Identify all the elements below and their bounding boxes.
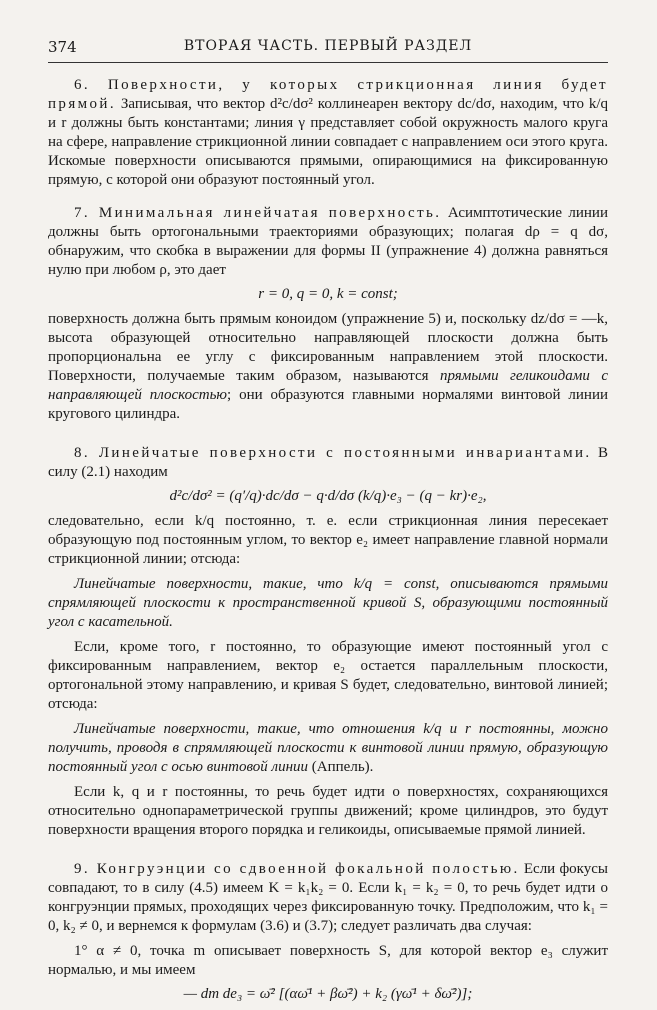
section-6-heading: 6. Поверхности, у которых стрикционная линия будет прямой. <box>48 77 608 112</box>
theorem-2 <box>48 720 608 777</box>
section-9-text: Если фокусы совпадают, то в силу (4.5) имеем K = k₁k₂ = 0. Если k₁ = k₂ = 0, то речь будет идти о конгруэнции прямых, проходящих через фиксированную точку. Предположим, что k₁ = 0, k₂ ≠ 0, и вернемся к формулам (3.6) и (3.7); следует различать два случая: <box>48 861 608 934</box>
page-header <box>48 38 608 60</box>
page-number: 374 <box>48 38 77 56</box>
section-7-text-b: ; они образуются главными нормалями винтовой линии кругового цилиндра. <box>48 387 608 422</box>
section-8-heading: 8. Линейчатые поверхности с постоянными инвариантами. <box>74 445 592 461</box>
section-8 <box>48 444 608 482</box>
theorem-1: Линейчатые поверхности, такие, что k/q = const, описываются прямыми спрямляющей плоскости к пространственной кривой S, образующими постоянный угол с касательной. <box>48 576 608 630</box>
section-6 <box>48 76 608 190</box>
section-7-text: Асимптотические линии должны быть ортогональными траекториями образующих; полагая dρ = q dσ, обнаружим, что скобка в выражении для формы II (упражнение 4) должна равняться нулю при любом ρ, это дает <box>48 205 608 278</box>
section-7-term: прямыми геликоидами с направляющей плоскостью <box>48 368 608 403</box>
section-9 <box>48 860 608 936</box>
section-7-text-a: поверхность должна быть прямым коноидом (упражнение 5) и, поскольку dz/dσ = —k, высота образующей относительно направляющей плоскости должна быть пропорциональна ее углу с фиксированным направлением этой плоскости. Поверхности, получаемые таким образом, называются <box>48 311 608 384</box>
section-8-text-3: Если, кроме того, r постоянно, то образующие имеют постоянный угол с фиксированным направлением, вектор e₂ остается параллельным плоскости, ортогональной этому направлению, и кривая S будет, следовательно, винтовой линией; отсюда: <box>48 639 608 712</box>
section-8-text-2: следовательно, если k/q постоянно, т. е. если стрикционная линия пересекает образующую под постоянным углом, то вектор e₂ имеет направление главной нормали стрикционной линии; отсюда: <box>48 513 608 567</box>
header-rule <box>48 62 608 63</box>
formula-9: — dm de₃ = ω̄² [(αω̄¹ + βω̄²) + k₂ (γω̄¹ + δω̄²)]; <box>183 986 473 1002</box>
section-8-text-4: Если k, q и r постоянны, то речь будет идти о поверхностях, сохраняющихся относительно однопараметрической группы движений; кроме цилиндров, это будут поверхности вращения второго порядка и геликоиды, описываемые прямой линией. <box>48 784 608 838</box>
formula-8: d²c/dσ² = (q′/q)·dc/dσ − q·d/dσ (k/q)·e₃ − (q − kr)·e₂, <box>169 488 487 504</box>
section-9-heading: 9. Конгруэнции со сдвоенной фокальной полостью. <box>74 861 520 877</box>
section-7 <box>48 204 608 280</box>
running-title: ВТОРАЯ ЧАСТЬ. ПЕРВЫЙ РАЗДЕЛ <box>183 38 473 54</box>
formula-7: r = 0, q = 0, k = const; <box>258 286 398 302</box>
section-6-text: Записывая, что вектор d²c/dσ² коллинеарен вектору dc/dσ, находим, что k/q и r должны быть константами; линия γ представляет собой окружность малого круга на сфере, направление стрикционной линии совпадает с направлением оси этого круга. Искомые поверхности описываются прямыми, опирающимися на фиксированную прямую, с которой они образуют постоянный угол. <box>48 96 608 188</box>
section-8-text: В силу (2.1) находим <box>48 445 609 480</box>
page-body <box>48 76 608 1010</box>
section-7-heading: 7. Минимальная линейчатая поверхность. <box>74 205 442 221</box>
theorem-2-attribution: (Аппель). <box>308 759 374 775</box>
theorem-2-text: Линейчатые поверхности, такие, что отношения k/q и r постоянны, можно получить, проводя в спрямляющей плоскости к винтовой линии прямую, образующую постоянный угол с осью винтовой линии <box>48 721 608 775</box>
section-9-case-1: 1° α ≠ 0, точка m описывает поверхность S, для которой вектор e₃ служит нормалью, и мы имеем <box>48 943 608 978</box>
section-7-continuation <box>48 310 608 424</box>
